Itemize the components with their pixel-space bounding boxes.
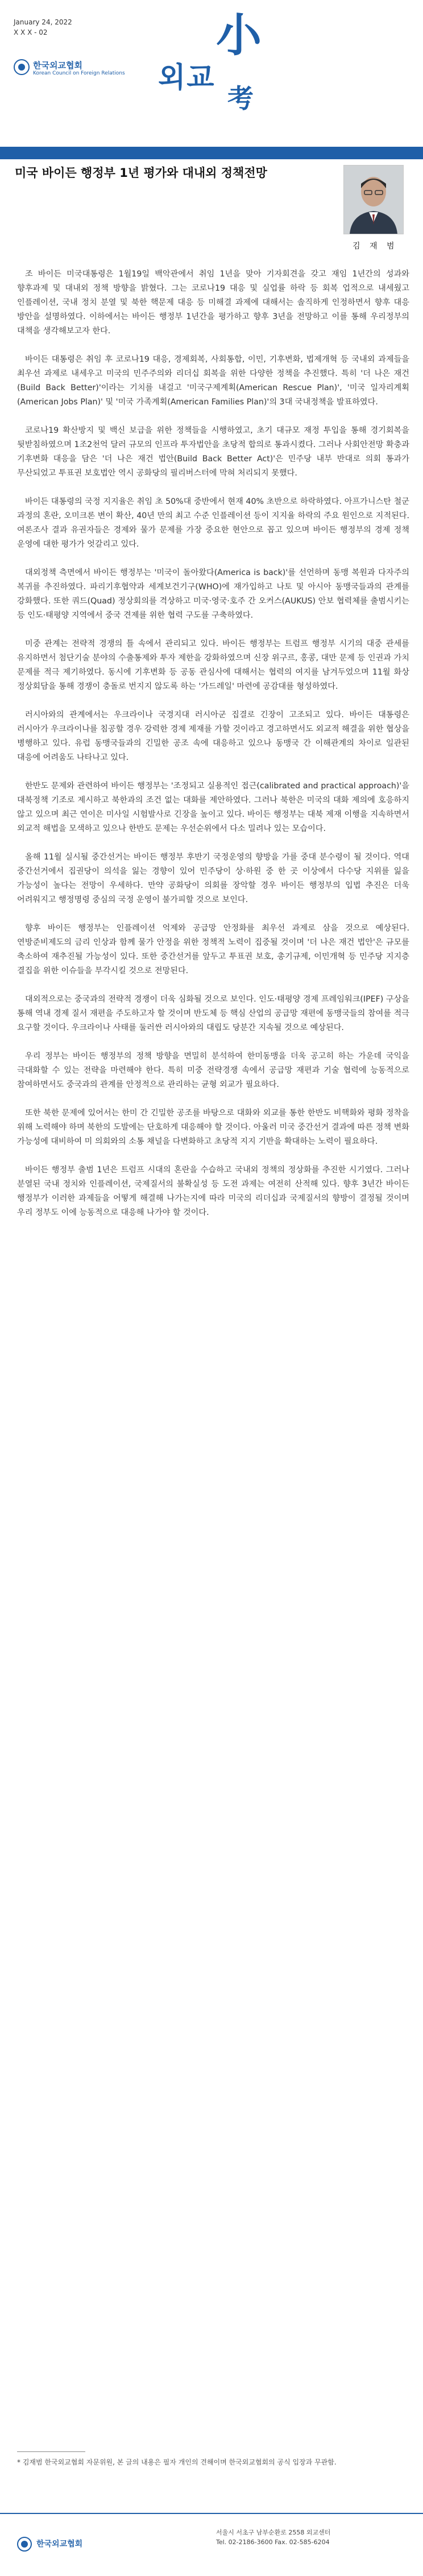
body-paragraph: 바이든 대통령은 취임 후 코로나19 대응, 경제회복, 사회통합, 이민, 기후변화, 법제개혁 등 국내외 과제들을 최우선 과제로 내세우고 미국의 민주주의와 리더십 회복을 위한 다양한 정책을 추진했다. 특히 '더 나은 재건(Build Back Better)'이라는 기치를 내걸고 '미국구제계획(American Rescue Plan)', '미국 일자리계획(American Jobs Plan)' 및 '미국 가족계획(American Families Plan)'의 3대 국내정책을 발표하였다. <box>17 355 409 407</box>
brand-small-2: 考 <box>227 83 254 114</box>
org-logo-icon <box>14 59 30 75</box>
footer-org-name: 한국외교협회 <box>36 2540 83 2549</box>
body-paragraph: 바이든 대통령의 국정 지지율은 취임 초 50%대 중반에서 현재 40% 초반으로 하락하였다. 아프가니스탄 철군 과정의 혼란, 오미크론 변이 확산, 40년 만의 최고 수준 인플레이션 등이 지지율 하락의 주요 원인으로 지적된다. 여론조사 결과 유권자들은 경제와 물가 문제를 가장 중요한 현안으로 꼽고 있으며 바이든 행정부의 경제 정책 운영에 대한 평가가 엇갈리고 있다. <box>17 497 409 549</box>
author-photo <box>343 165 404 234</box>
body-paragraph: 바이든 행정부 출범 1년은 트럼프 시대의 혼란을 수습하고 국내외 정책의 정상화를 추진한 시기였다. 그러나 분열된 국내 정치와 인플레이션, 국제질서의 불확실성 등 도전 과제는 여전히 산적해 있다. 향후 3년간 바이든 행정부가 이러한 과제들을 어떻게 해결해 나가는지에 따라 미국의 리더십과 국제질서의 향방이 결정될 것이며 우리 정부도 이에 능동적으로 대응해 나가야 할 것이다. <box>17 1165 409 1217</box>
body-paragraph: 우리 정부는 바이든 행정부의 정책 방향을 면밀히 분석하여 한미동맹을 더욱 공고히 하는 가운데 국익을 극대화할 수 있는 전략을 마련해야 한다. 특히 미중 전략경쟁 속에서 공급망 재편과 기술 협력에 능동적으로 참여하면서도 중국과의 관계를 안정적으로 관리하는 균형 외교가 필요하다. <box>17 1052 409 1089</box>
body-paragraph: 한반도 문제와 관련하여 바이든 행정부는 '조정되고 실용적인 접근(calibrated and practical approach)'을 대북정책 기조로 제시하고 북한과의 조건 없는 대화를 제안하였다. 그러나 북한은 미국의 대화 제의에 호응하지 않고 있으며 최근 연이은 미사일 시험발사로 긴장을 높이고 있다. 바이든 행정부는 대북 제재 이행을 지속하면서 외교적 해법을 모색하고 있으나 한반도 문제는 우선순위에서 다소 밀려나 있는 모습이다. <box>17 782 409 833</box>
body-paragraph: 대외정책 측면에서 바이든 행정부는 '미국이 돌아왔다(America is back)'를 선언하며 동맹 복원과 다자주의 복귀를 추진하였다. 파리기후협약과 세계보건기구(WHO)에 재가입하고 나토 및 아시아 동맹국들과의 관계를 강화했다. 또한 쿼드(Quad) 정상회의를 격상하고 미국·영국·호주 간 오커스(AUKUS) 안보 협력체를 출범시키는 등 인도·태평양 지역에서 중국 견제를 위한 협력 구도를 구축하였다. <box>17 568 409 620</box>
author-portrait-icon <box>344 166 403 234</box>
body-paragraph: 향후 바이든 행정부는 인플레이션 억제와 공급망 안정화를 최우선 과제로 삼을 것으로 예상된다. 연방준비제도의 금리 인상과 함께 물가 안정을 위한 정책적 노력이 집중될 것이며 '더 나은 재건 법안'은 규모를 축소하여 재추진될 가능성이 있다. 또한 중간선거를 앞두고 투표권 보호, 총기규제, 이민개혁 등 민주당 지지층 결집을 위한 이슈들을 부각시킬 것으로 전망된다. <box>17 924 409 975</box>
footer-contact: Tel. 02-2186-3600 Fax. 02-585-6204 <box>216 2538 330 2546</box>
body-paragraph: 미중 관계는 전략적 경쟁의 틀 속에서 관리되고 있다. 바이든 행정부는 트럼프 행정부 시기의 대중 관세를 유지하면서 첨단기술 분야의 수출통제와 투자 제한을 강화하였으며 신장 위구르, 홍콩, 대만 문제 등 인권과 가치 문제를 적극 제기하였다. 동시에 기후변화 등 공동 관심사에 대해서는 협력의 여지를 남겨두었으며 11월 화상 정상회담을 통해 경쟁이 충돌로 번지지 않도록 하는 '가드레일' 마련에 공감대를 형성하였다. <box>17 639 410 691</box>
issue-number: X X X - 02 <box>14 28 48 36</box>
body-paragraph: 올해 11월 실시될 중간선거는 바이든 행정부 후반기 국정운영의 향방을 가를 중대 분수령이 될 것이다. 역대 중간선거에서 집권당이 의석을 잃는 경향이 있어 민주당이 상·하원 중 한 곳 이상에서 다수당 지위를 잃을 가능성이 높다는 전망이 우세하다. 만약 공화당이 의회를 장악할 경우 바이든 행정부의 입법 추진은 더욱 어려워지고 행정명령 중심의 국정 운영이 불가피할 것으로 보인다. <box>17 853 409 904</box>
header-divider-bar <box>0 147 423 159</box>
author-name: 김 재 범 <box>353 242 398 251</box>
footnote: * 김재범 한국외교협회 자문위원, 본 글의 내용은 필자 개인의 견해이며 한국외교협회의 공식 입장과 무관함. <box>17 2458 337 2466</box>
brand-small-1: 小 <box>216 9 262 62</box>
org-name-ko: 한국외교협회 <box>33 60 82 71</box>
body-paragraph: 대외적으로는 중국과의 전략적 경쟁이 더욱 심화될 것으로 보인다. 인도·태평양 경제 프레임워크(IPEF) 구상을 통해 역내 경제 질서 재편을 주도하고자 할 것이며 반도체 등 핵심 산업의 공급망 재편에 동맹국들의 참여를 적극 요구할 것이다. 우크라이나 사태를 둘러싼 러시아와의 대립도 당분간 지속될 것으로 예상된다. <box>17 995 409 1032</box>
article-title: 미국 바이든 행정부 1년 평가와 대내외 정책전망 <box>15 166 267 180</box>
newsletter-header <box>0 0 423 160</box>
body-paragraph: 또한 북한 문제에 있어서는 한미 간 긴밀한 공조를 바탕으로 대화와 외교를 통한 한반도 비핵화와 평화 정착을 위해 노력해야 하며 북한의 도발에는 단호하게 대응해야 할 것이다. 아울러 미국 중간선거 결과에 따른 정책 변화 가능성에 대비하여 미 의회와의 소통 채널을 다변화하고 초당적 지지 기반을 확대하는 노력이 필요하다. <box>17 1109 410 1146</box>
brand-title: 외교 <box>158 60 215 94</box>
footer-address-block <box>216 2528 409 2547</box>
body-paragraph: 러시아와의 관계에서는 우크라이나 국경지대 러시아군 집결로 긴장이 고조되고 있다. 바이든 대통령은 러시아가 우크라이나를 침공할 경우 강력한 경제 제재를 가할 것이라고 경고하면서도 외교적 해결을 위한 협상을 병행하고 있다. 유럽 동맹국들과의 긴밀한 공조 속에 대응하고 있으나 동맹국 간 이해관계의 차이로 일관된 대응에 어려움도 나타나고 있다. <box>17 710 409 762</box>
notes-divider <box>17 2451 85 2452</box>
body-paragraph: 코로나19 확산방지 및 백신 보급을 위한 정책들을 시행하였고, 초기 대규모 재정 투입을 통해 경기회복을 뒷받침하였으며 1조2천억 달러 규모의 인프라 투자법안을 초당적 합의로 통과시켰다. 그러나 사회안전망 확충과 기후변화 대응을 담은 '더 나은 재건 법안(Build Back Better Act)'은 민주당 내부 반대로 의회 통과가 무산되었고 투표권 보호법안 역시 공화당의 필리버스터에 막혀 처리되지 못했다. <box>17 426 409 478</box>
issue-date: January 24, 2022 <box>14 18 72 26</box>
footer-logo-icon <box>17 2537 32 2552</box>
page-footer <box>0 2513 423 2576</box>
body-paragraph: 조 바이든 미국대통령은 1월19일 백악관에서 취임 1년을 맞아 기자회견을 갖고 재임 1년간의 성과와 향후과제 및 대내외 정책 방향을 밝혔다. 그는 코로나19 대응 및 실업률 하락 등 회복 업적으로 내세웠고 인플레이션, 국내 정치 분열 및 북한 핵문제 대응 등 미해결 과제에 대해서는 솔직하게 인정하면서 향후 대응 방안을 설명하였다. 이하에서는 바이든 행정부 1년간을 평가하고 향후 3년을 전망하고 이를 통해 우리정부의 대책을 생각해보고자 한다. <box>17 270 409 336</box>
article-body <box>17 267 409 1234</box>
org-name-en: Korean Council on Foreign Relations <box>33 71 125 76</box>
footer-address: 서울시 서초구 남부순환로 2558 외교센터 <box>216 2529 331 2536</box>
